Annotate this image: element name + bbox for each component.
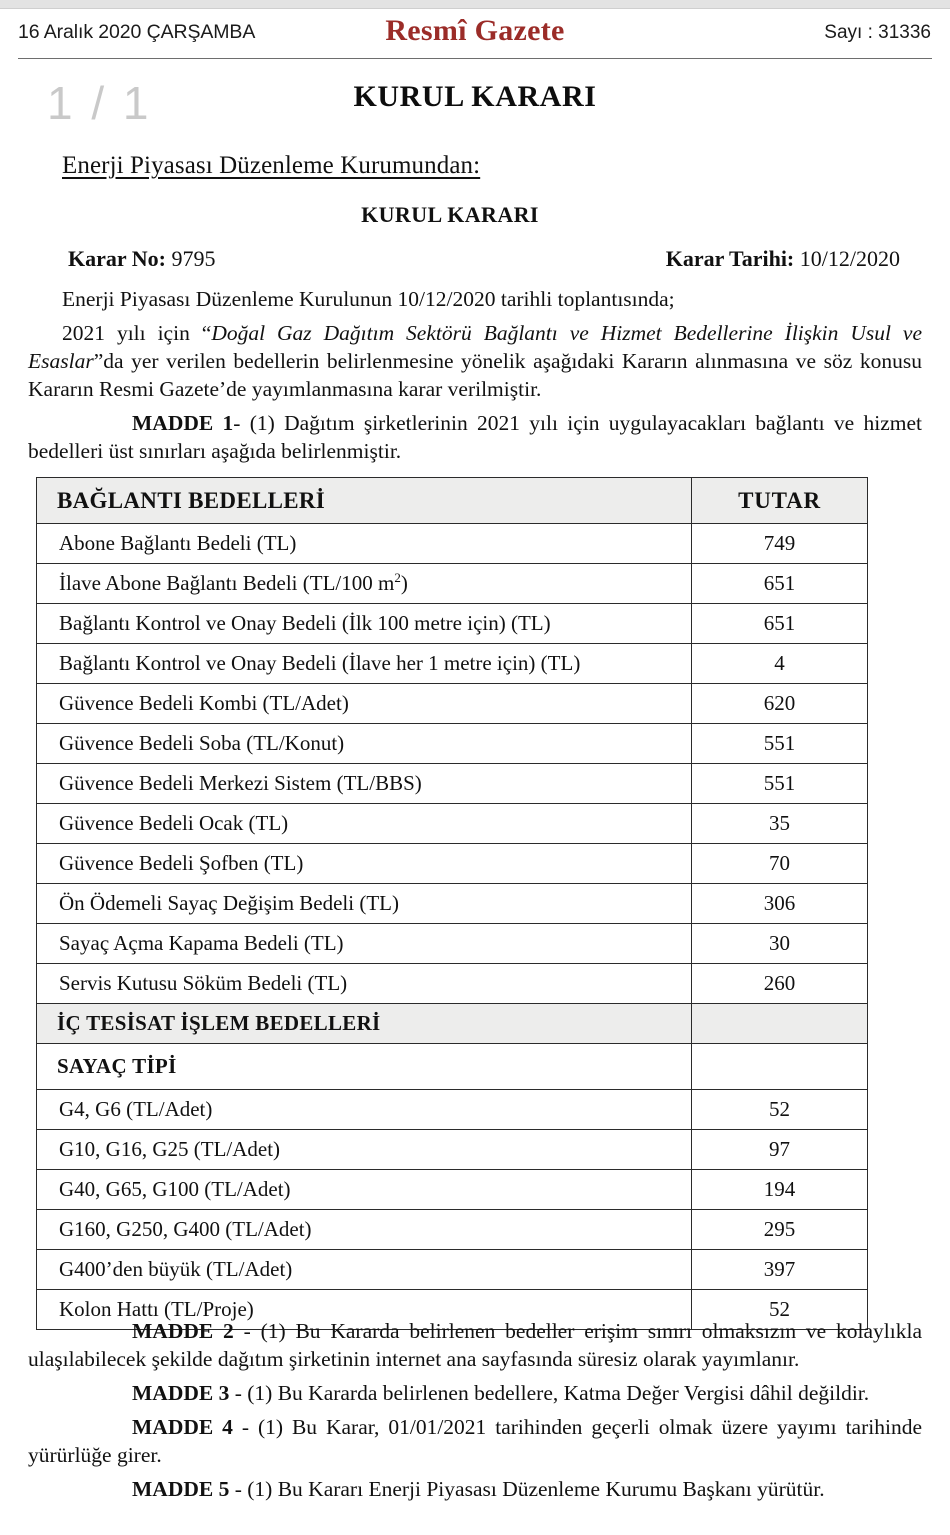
table-row [37,1130,868,1170]
articles-section [28,1318,922,1510]
table-row [37,604,868,644]
table-cell-amount: 52 [692,1090,868,1130]
table-cell-amount: 30 [692,924,868,964]
column-header-amount: TUTAR [692,478,868,524]
table-row [37,1250,868,1290]
table-header-row [37,478,868,524]
table-cell-amount: 194 [692,1170,868,1210]
document-content [28,152,922,472]
article-text: - (1) Bu Kararda belirlenen bedellere, Katma Değer Vergisi dâhil değildir. [229,1380,870,1405]
table-cell-amount: 651 [692,604,868,644]
table-row [37,724,868,764]
table-cell-amount: 260 [692,964,868,1004]
article-paragraph [28,1318,922,1374]
table-row [37,1170,868,1210]
table-row [37,884,868,924]
article-text: - (1) Bu Kararda belirlenen bedeller erişim sınırı olmaksızın ve kolaylıkla ulaşılabilecek şekilde dağıtım şirketinin internet ana sayfasında süresiz olarak yayımlanır. [28,1319,922,1371]
table-cell-label: Ön Ödemeli Sayaç Değişim Bedeli (TL) [37,884,692,924]
table-cell-label: SAYAÇ TİPİ [37,1044,692,1090]
table-cell-amount: 306 [692,884,868,924]
table-cell-label: İlave Abone Bağlantı Bedeli (TL/100 $m^2$) [37,564,692,604]
table-cell-label: Kolon Hattı (TL/Proje) [37,1290,692,1330]
table-row [37,844,868,884]
table-subsection-row [37,1044,868,1090]
table-cell-amount [692,1004,868,1044]
table-cell-label: Güvence Bedeli Soba (TL/Konut) [37,724,692,764]
table-row [37,764,868,804]
table-cell-amount: 651 [692,564,868,604]
article-label: MADDE 2 [132,1319,234,1343]
article-label: MADDE 3 [132,1380,230,1405]
table-cell-label: Güvence Bedeli Şofben (TL) [37,844,692,884]
gazette-issue-number: Sayı : 31336 [824,22,931,43]
table-cell-amount: 551 [692,764,868,804]
table-row [37,964,868,1004]
preamble-after: ”da yer verilen bedellerin belirlenmesine yönelik aşağıdaki Kararın alınmasına ve söz konusu Kararın Resmi Gazete’de yayımlanmasına karar verilmiştir. [28,348,922,401]
table-cell-label: G160, G250, G400 (TL/Adet) [37,1210,692,1250]
table-cell-amount: 620 [692,684,868,724]
madde-1-paragraph [28,410,922,466]
table-cell-amount: 295 [692,1210,868,1250]
gazette-date: 16 Aralık 2020 ÇARŞAMBA [18,21,256,43]
article-label: MADDE 5 [132,1476,230,1501]
decision-number-label: Karar No: [68,246,166,271]
table-row [37,804,868,844]
decision-number [68,246,215,272]
fees-table [36,477,868,1330]
decision-date-value: 10/12/2020 [799,246,900,271]
article-text: - (1) Bu Kararı Enerji Piyasası Düzenleme Kurumu Başkanı yürütür. [229,1476,825,1501]
table-cell-amount [692,1044,868,1090]
top-gray-strip [0,0,950,9]
issuing-authority: Enerji Piyasası Düzenleme Kurumundan: [62,152,481,179]
table-cell-label: Güvence Bedeli Merkezi Sistem (TL/BBS) [37,764,692,804]
table-cell-label: İÇ TESİSAT İŞLEM BEDELLERİ [37,1004,692,1044]
column-header-category: BAĞLANTI BEDELLERİ [37,478,692,524]
article-label: MADDE 4 [132,1414,233,1439]
table-row [37,684,868,724]
table-cell-label: Bağlantı Kontrol ve Onay Bedeli (İlave her 1 metre için) (TL) [37,644,692,684]
preamble-before: 2021 yılı için “ [62,320,212,345]
decision-number-value: 9795 [171,246,216,271]
fees-table-body [37,478,868,1330]
table-row [37,644,868,684]
article-paragraph [28,1476,922,1504]
decision-subheading: KURUL KARARI [361,202,539,227]
article-text: - (1) Bu Karar, 01/01/2021 tarihinden geçerli olmak üzere yayımı tarihinde yürürlüğe girer. [28,1414,922,1467]
masthead [0,9,950,58]
table-row [37,524,868,564]
table-cell-amount: 749 [692,524,868,564]
table-cell-amount: 551 [692,724,868,764]
table-cell-label: Güvence Bedeli Ocak (TL) [37,804,692,844]
table-cell-amount: 70 [692,844,868,884]
decision-date-label: Karar Tarihi: [665,246,795,271]
decision-meta-line [28,246,922,274]
table-row [37,564,868,604]
preamble-paragraph [28,320,922,404]
masthead-divider [18,58,932,59]
preamble-italic-title: Doğal Gaz Dağıtım Sektörü Bağlantı ve Hizmet Bedellerine İlişkin Usul ve Esaslar [28,320,923,373]
table-cell-label: Bağlantı Kontrol ve Onay Bedeli (İlk 100 metre için) (TL) [37,604,692,644]
table-cell-label: G10, G16, G25 (TL/Adet) [37,1130,692,1170]
article-paragraph [28,1414,922,1470]
madde-1-text: - (1) Dağıtım şirketlerinin 2021 yılı için uygulayacakları bağlantı ve hizmet bedelleri üst sınırları aşağıda belirlenmiştir. [28,410,923,463]
table-cell-amount: 35 [692,804,868,844]
table-cell-amount: 97 [692,1130,868,1170]
table-section-row [37,1004,868,1044]
table-cell-label: G400’den büyük (TL/Adet) [37,1250,692,1290]
page-counter: 1 / 1 [47,77,152,129]
table-cell-amount: 4 [692,644,868,684]
table-row [37,1210,868,1250]
table-cell-amount: 397 [692,1250,868,1290]
gazette-title: Resmî Gazete [385,14,565,47]
table-cell-label: G40, G65, G100 (TL/Adet) [37,1170,692,1210]
table-cell-amount: 52 [692,1290,868,1330]
table-row [37,1090,868,1130]
table-cell-label: G4, G6 (TL/Adet) [37,1090,692,1130]
decision-date [666,246,900,272]
document-heading: KURUL KARARI [353,80,597,113]
table-cell-label: Güvence Bedeli Kombi (TL/Adet) [37,684,692,724]
table-row [37,924,868,964]
intro-paragraph: Enerji Piyasası Düzenleme Kurulunun 10/12/2020 tarihli toplantısında; [62,287,675,311]
article-paragraph [28,1380,922,1408]
table-cell-label: Servis Kutusu Söküm Bedeli (TL) [37,964,692,1004]
table-cell-label: Sayaç Açma Kapama Bedeli (TL) [37,924,692,964]
table-cell-label: Abone Bağlantı Bedeli (TL) [37,524,692,564]
madde-1-label: MADDE 1 [132,410,234,435]
